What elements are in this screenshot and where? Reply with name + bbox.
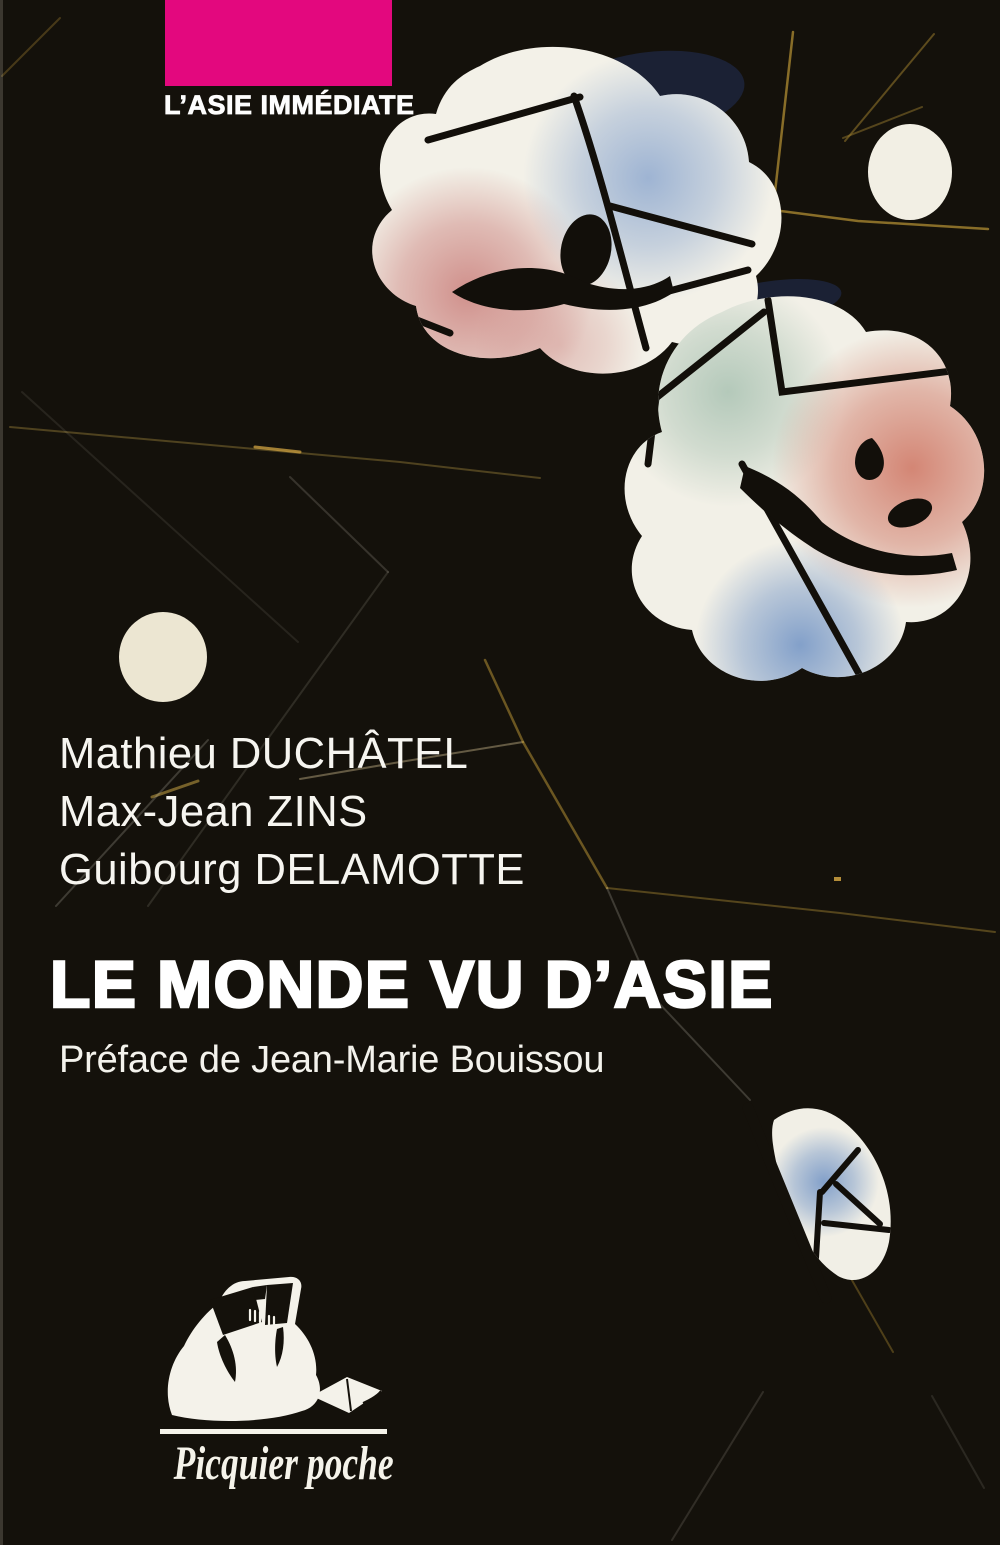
collection-color-block xyxy=(165,0,392,86)
publisher-logo xyxy=(150,1272,410,1424)
book-title: LE MONDE VU D’ASIE xyxy=(50,947,774,1021)
open-book-icon xyxy=(312,1377,382,1413)
author-name: Mathieu DUCHÂTEL xyxy=(59,730,469,778)
white-dot-left-icon xyxy=(119,612,207,702)
white-dot-top-icon xyxy=(868,124,952,220)
publisher-rule xyxy=(160,1429,387,1434)
author-name: Max-Jean ZINS xyxy=(59,788,368,836)
publisher-name: Picquier poche xyxy=(173,1437,394,1490)
authors-block xyxy=(59,725,525,899)
scan-edge-line xyxy=(0,0,3,1545)
preface-line: Préface de Jean-Marie Bouissou xyxy=(59,1039,605,1081)
author-name: Guibourg DELAMOTTE xyxy=(59,846,525,894)
blossom-middle-illustration xyxy=(613,277,1000,750)
collection-label: L’ASIE IMMÉDIATE xyxy=(164,90,415,120)
reading-figure-icon xyxy=(168,1277,320,1421)
blossom-partial-illustration xyxy=(748,1108,891,1298)
